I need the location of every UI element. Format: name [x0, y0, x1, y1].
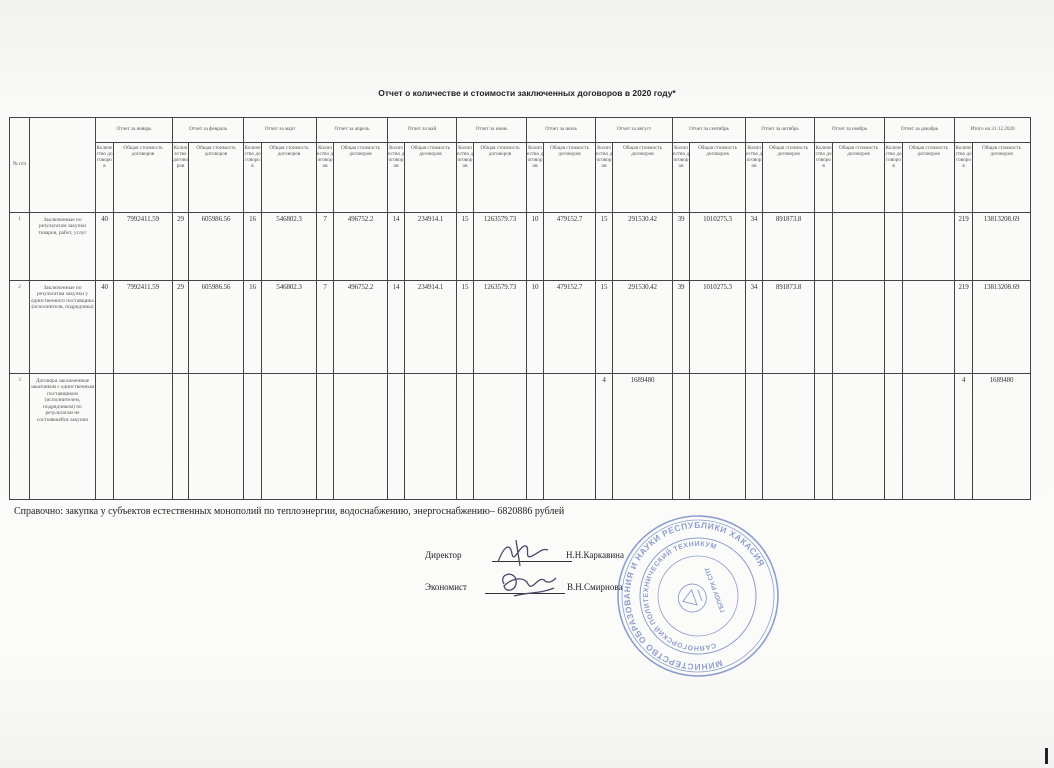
cell-count: 34 [746, 213, 763, 281]
cell-count: 34 [746, 281, 763, 374]
scan-edge-mark [1045, 748, 1048, 764]
cell-cost: 546802.3 [262, 213, 317, 281]
header-count: Количество договоров [955, 143, 973, 213]
header-cost: Общая стоимость договоров [833, 143, 885, 213]
cell-cost: 546802.3 [262, 281, 317, 374]
cell-cost [903, 213, 955, 281]
header-month: Отчет за январь [96, 118, 173, 143]
cell-count: 4 [596, 374, 613, 500]
row-index: 2 [10, 281, 30, 374]
cell-count: 39 [673, 281, 690, 374]
row-index: 1 [10, 213, 30, 281]
header-month: Итого на 31.12.2020 [955, 118, 1031, 143]
cell-count [815, 374, 833, 500]
cell-cost: 1263579.73 [474, 281, 527, 374]
cell-count: 14 [388, 281, 405, 374]
header-count: Количество договоров [746, 143, 763, 213]
cell-count [673, 374, 690, 500]
header-month: Отчет за февраль [173, 118, 244, 143]
economist-handwritten-signature [494, 566, 564, 602]
header-cost: Общая стоимость договоров [474, 143, 527, 213]
header-cost: Общая стоимость договоров [334, 143, 388, 213]
header-month: Отчет за декабрь [885, 118, 955, 143]
cell-cost [262, 374, 317, 500]
cell-count [527, 374, 544, 500]
header-count: Количество договоров [244, 143, 262, 213]
cell-count: 15 [596, 281, 613, 374]
cell-cost: 7992411.59 [114, 213, 173, 281]
director-name: Н.Н.Каркавина [566, 550, 624, 560]
header-month: Отчет за август [596, 118, 673, 143]
cell-count: 14 [388, 213, 405, 281]
report-title: Отчет о количестве и стоимости заключенных договоров в 2020 году* [378, 88, 676, 98]
header-month: Отчет за май [388, 118, 457, 143]
header-count: Количество договоров [388, 143, 405, 213]
cell-count: 219 [955, 281, 973, 374]
cell-count: 40 [96, 213, 114, 281]
cell-cost: 234914.1 [405, 213, 457, 281]
row-name: Договора заключенные заказчиком с единственным поставщиком (исполнителем, подрядчиком) по результатам не состоявшейся закупки [30, 374, 96, 500]
cell-cost [189, 374, 244, 500]
cell-cost: 1689480 [613, 374, 673, 500]
cell-cost: 291530.42 [613, 213, 673, 281]
header-count: Количество договоров [96, 143, 114, 213]
cell-count: 29 [173, 213, 189, 281]
cell-cost [903, 374, 955, 500]
header-count: Количество договоров [885, 143, 903, 213]
cell-cost [544, 374, 596, 500]
header-cost: Общая стоимость договоров [544, 143, 596, 213]
cell-cost: 7992411.59 [114, 281, 173, 374]
contracts-report-table [9, 117, 1031, 500]
header-cost: Общая стоимость договоров [114, 143, 173, 213]
cell-count [96, 374, 114, 500]
cell-count [815, 281, 833, 374]
header-month: Отчет за июнь [457, 118, 527, 143]
cell-count: 40 [96, 281, 114, 374]
cell-count: 29 [173, 281, 189, 374]
header-count: Количество договоров [317, 143, 334, 213]
cell-cost: 234914.1 [405, 281, 457, 374]
header-month: Отчет за ноябрь [815, 118, 885, 143]
header-cost: Общая стоимость договоров [405, 143, 457, 213]
cell-count: 39 [673, 213, 690, 281]
cell-cost: 13813208.69 [973, 213, 1031, 281]
table-row [10, 213, 1031, 281]
cell-count: 16 [244, 281, 262, 374]
cell-cost [474, 374, 527, 500]
table-row [10, 281, 1031, 374]
cell-cost [903, 281, 955, 374]
header-count: Количество договоров [596, 143, 613, 213]
header-month: Отчет за июль [527, 118, 596, 143]
cell-cost [405, 374, 457, 500]
header-count: Количество договоров [527, 143, 544, 213]
cell-cost: 496752.2 [334, 213, 388, 281]
header-num: № п/п [10, 118, 30, 213]
header-count: Количество договоров [173, 143, 189, 213]
cell-cost [833, 213, 885, 281]
cell-count [885, 213, 903, 281]
header-count: Количество договоров [815, 143, 833, 213]
cell-cost: 13813208.69 [973, 281, 1031, 374]
table-row [10, 374, 1031, 500]
cell-count [317, 374, 334, 500]
cell-count [173, 374, 189, 500]
cell-count [815, 213, 833, 281]
cell-cost [833, 374, 885, 500]
cell-cost: 1263579.73 [474, 213, 527, 281]
cell-count: 7 [317, 213, 334, 281]
cell-cost: 605986.56 [189, 281, 244, 374]
cell-count [457, 374, 474, 500]
cell-cost [833, 281, 885, 374]
cell-cost [690, 374, 746, 500]
cell-count: 10 [527, 213, 544, 281]
header-month: Отчет за март [244, 118, 317, 143]
cell-count: 16 [244, 213, 262, 281]
row-name: Заключенные по результатам закупки у единственного поставщика (исполнителя, подрядчика) [30, 281, 96, 374]
cell-cost: 891873.8 [763, 213, 815, 281]
cell-cost [114, 374, 173, 500]
header-cost: Общая стоимость договоров [613, 143, 673, 213]
cell-cost: 891873.8 [763, 281, 815, 374]
header-cost: Общая стоимость договоров [973, 143, 1031, 213]
cell-count: 219 [955, 213, 973, 281]
seal-outer-text: МИНИСТЕРСТВО ОБРАЗОВАНИЯ И НАУКИ РЕСПУБЛИКИ ХАКАСИЯ [621, 519, 767, 673]
header-count: Количество договоров [457, 143, 474, 213]
reference-note: Справочно: закупка у субъектов естественных монополий по теплоэнергии, водоснабжению, энергоснабжению– 6820886 рублей [14, 506, 565, 517]
cell-count [388, 374, 405, 500]
seal-inner-text: САЯНОГОРСКИЙ ПОЛИТЕХНИЧЕСКИЙ ТЕХНИКУМ [642, 540, 718, 652]
cell-cost: 291530.42 [613, 281, 673, 374]
cell-count: 15 [457, 281, 474, 374]
economist-role: Экономист [425, 582, 467, 592]
header-count: Количество договоров [673, 143, 690, 213]
cell-count: 15 [457, 213, 474, 281]
header-cost: Общая стоимость договоров [189, 143, 244, 213]
cell-count [885, 374, 903, 500]
cell-count: 4 [955, 374, 973, 500]
cell-count [885, 281, 903, 374]
header-cost: Общая стоимость договоров [763, 143, 815, 213]
cell-count [746, 374, 763, 500]
header-month: Отчет за октябрь [746, 118, 815, 143]
header-month: Отчет за апрель [317, 118, 388, 143]
header-cost: Общая стоимость договоров [903, 143, 955, 213]
svg-text:МИНИСТЕРСТВО ОБРАЗОВАНИЯ И НАУ [610, 508, 786, 684]
row-name: Заключенные по результатам закупки товаров, работ, услуг [30, 213, 96, 281]
header-month: Отчет за сентябрь [673, 118, 746, 143]
economist-name: В.Н.Смирнова [567, 582, 623, 592]
cell-count: 7 [317, 281, 334, 374]
official-seal [610, 508, 786, 684]
cell-cost: 1010275.3 [690, 213, 746, 281]
cell-cost [763, 374, 815, 500]
cell-cost: 1689480 [973, 374, 1031, 500]
cell-count [244, 374, 262, 500]
header-cost: Общая стоимость договоров [690, 143, 746, 213]
cell-cost: 1010275.3 [690, 281, 746, 374]
cell-cost: 479152.7 [544, 213, 596, 281]
cell-cost: 496752.2 [334, 281, 388, 374]
cell-cost: 479152.7 [544, 281, 596, 374]
cell-cost: 605986.56 [189, 213, 244, 281]
director-role: Директор [425, 550, 462, 560]
cell-count: 10 [527, 281, 544, 374]
seal-center-text: ГБПОУ РХ СПТ [703, 566, 727, 614]
header-row-months [10, 118, 1031, 143]
row-index: 3 [10, 374, 30, 500]
cell-count: 15 [596, 213, 613, 281]
header-cost: Общая стоимость договоров [262, 143, 317, 213]
cell-cost [334, 374, 388, 500]
header-blank [30, 118, 96, 213]
header-row-sub [10, 143, 1031, 213]
